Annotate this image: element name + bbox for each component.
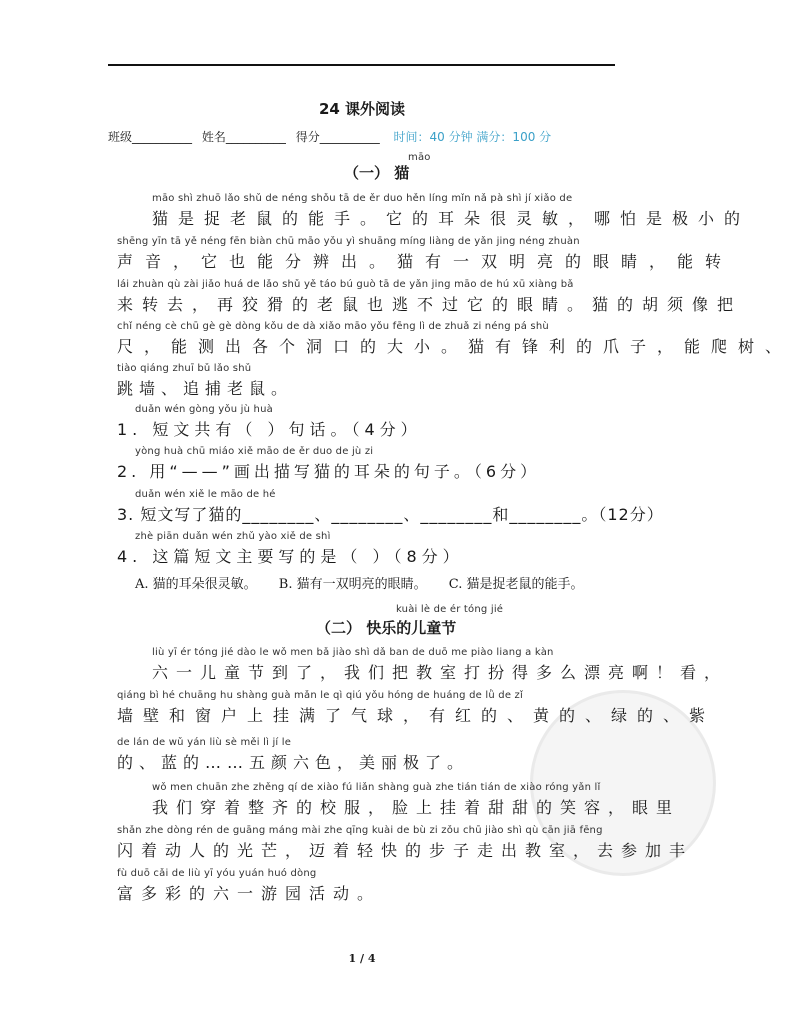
- name-field: 姓名__________: [201, 130, 286, 144]
- p1-line3-text: 来转去，再狡猾的老鼠也逃不过它的眼睛。猫的胡须像把: [117, 295, 743, 314]
- p1-line1-text: 猫是捉老鼠的能手。它的耳朵很灵敏，哪怕是极小的: [152, 209, 751, 228]
- option-b[interactable]: B. 猫有一双明亮的眼睛。: [278, 577, 427, 592]
- question-3: 3. 短文写了猫的________、________、________和________。（12分）: [117, 505, 664, 524]
- p2-line6-text: 富多彩的六一游园活动。: [117, 884, 382, 903]
- p2-line5-pinyin: shǎn zhe dòng rén de guāng máng mài zhe qīng kuài de bù zi zǒu chū jiào shì qù cān jiā fēng: [117, 825, 603, 836]
- page-title: 24 课外阅读: [318, 100, 406, 118]
- option-c[interactable]: C. 猫是捉老鼠的能手。: [448, 577, 584, 592]
- passage2-title: （二） 快乐的儿童节: [316, 619, 457, 637]
- p2-line1-text: 六一儿童节到了，我们把教室打扮得多么漂亮啊！看，: [152, 663, 729, 682]
- score-field: 得分__________: [295, 130, 380, 144]
- p1-line4-pinyin: chǐ néng cè chū gè gè dòng kǒu de dà xiǎo māo yǒu fēng lì de zhuǎ zi néng pá shù: [117, 321, 549, 332]
- p1-line5-text: 跳墙、追捕老鼠。: [117, 379, 294, 398]
- p2-line4-text: 我们穿着整齐的校服，脸上挂着甜甜的笑容，眼里: [152, 798, 681, 817]
- top-rule: [108, 64, 615, 66]
- p1-line1-pinyin: māo shì zhuō lǎo shǔ de néng shǒu tā de ěr duo hěn líng mǐn nǎ pà shì jí xiǎo de: [152, 193, 573, 204]
- p2-line1-pinyin: liù yī ér tóng jié dào le wǒ men bǎ jiào shì dǎ ban de duō me piào liang a kàn: [152, 647, 554, 658]
- q4-options: [135, 573, 602, 592]
- p2-line4-pinyin: wǒ men chuān zhe zhěng qí de xiào fú liǎn shàng guà zhe tián tián de xiào róng yǎn lǐ: [152, 782, 601, 793]
- p2-line2-pinyin: qiáng bì hé chuāng hu shàng guà mǎn le qì qiú yǒu hóng de huáng de lǜ de zǐ: [117, 690, 523, 701]
- q2-pinyin: yòng huà chū miáo xiě māo de ěr duo de jù zi: [135, 446, 374, 457]
- p1-line3-pinyin: lái zhuàn qù zài jiǎo huá de lǎo shǔ yě táo bú guò tā de yǎn jing māo de hú xū xiàng bǎ: [117, 279, 574, 290]
- passage2-title-pinyin: kuài lè de ér tóng jié: [396, 604, 504, 615]
- class-field: 班级__________: [108, 130, 193, 144]
- q3-pinyin: duǎn wén xiě le māo de hé: [135, 489, 276, 500]
- student-info-row: [108, 128, 551, 145]
- p1-line4-text: 尺，能测出各个洞口的大小。猫有锋利的爪子，能爬树、: [117, 337, 792, 356]
- time-info: 时间：40 分钟 满分：100 分: [393, 130, 552, 144]
- q4-pinyin: zhè piān duǎn wén zhǔ yào xiě de shì: [135, 531, 331, 542]
- p2-line5-text: 闪着动人的光芒，迈着轻快的步子走出教室，去参加丰: [117, 841, 694, 860]
- p1-line5-pinyin: tiào qiáng zhuī bǔ lǎo shǔ: [117, 363, 252, 374]
- passage1-title-pinyin: māo: [408, 152, 431, 163]
- question-4: 4. 这篇短文主要写的是（ ）（8分）: [117, 547, 464, 566]
- p1-line2-text: 声音，它也能分辨出。猫有一双明亮的眼睛，能转: [117, 252, 734, 271]
- p2-line3-pinyin: de lán de wǔ yán liù sè měi lì jí le: [117, 737, 292, 748]
- passage1-title: （一） 猫: [344, 164, 410, 182]
- p1-line2-pinyin: shēng yīn tā yě néng fēn biàn chū māo yǒu yì shuāng míng liàng de yǎn jing néng zhuàn: [117, 236, 580, 247]
- question-2: 2. 用“——”画出描写猫的耳朵的句子。（6分）: [117, 462, 541, 481]
- question-1: 1. 短文共有（ ）句话。（4分）: [117, 420, 422, 439]
- p2-line3-text: 的、蓝的……五颜六色，美丽极了。: [117, 753, 470, 772]
- q1-pinyin: duǎn wén gòng yǒu jù huà: [135, 404, 273, 415]
- p2-line2-text: 墙壁和窗户上挂满了气球，有红的、黄的、绿的、紫: [117, 706, 716, 725]
- option-a[interactable]: A. 猫的耳朵很灵敏。: [135, 577, 257, 592]
- page-number: 1 / 4: [348, 952, 376, 965]
- p2-line6-pinyin: fù duō cǎi de liù yī yóu yuán huó dòng: [117, 868, 317, 879]
